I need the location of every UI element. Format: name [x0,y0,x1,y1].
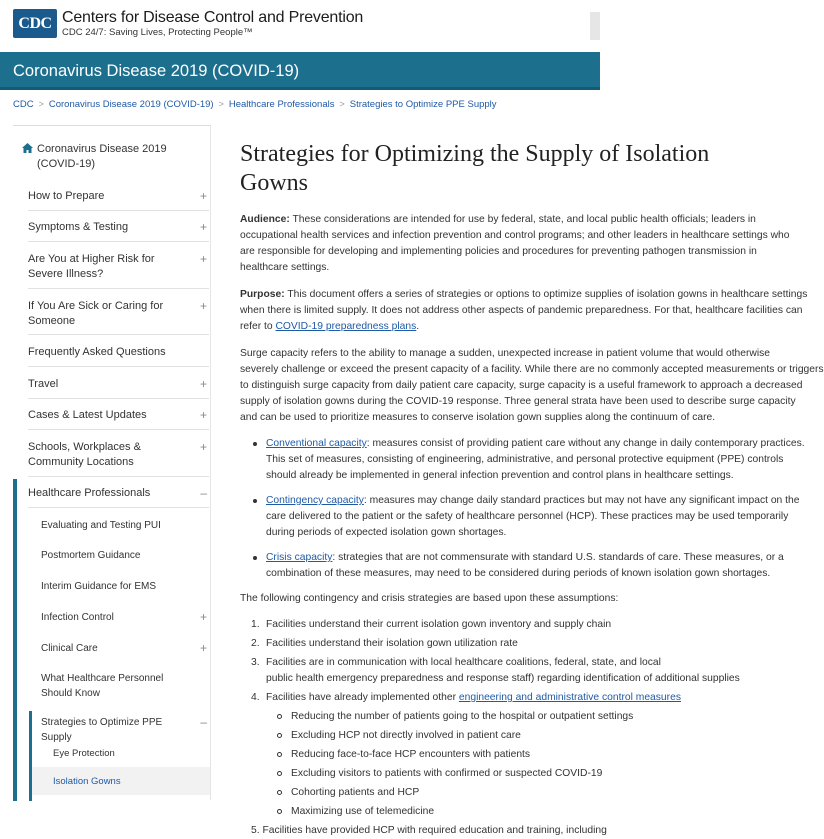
text-line: Reducing the number of patients going to the hospital or outpatient settings [291,711,634,722]
text-line: : measures consist of providing patient care without any change in daily contemporary practices. [366,438,805,449]
home-icon [22,143,33,153]
preparedness-plans-link[interactable]: COVID-19 preparedness plans [275,321,417,332]
bullet-dot [253,442,257,446]
divider-line [28,476,209,477]
audience-label: Audience: [240,214,290,225]
circle-bullet [277,790,282,795]
divider-line [28,507,209,508]
list-item [240,823,607,839]
list-item [240,747,600,763]
title-line: Strategies for Optimizing the Supply of Isolation [240,141,710,167]
assumptions-intro: The following contingency and crisis strategies are based upon these assumptions: [240,593,619,604]
surge-paragraph [240,346,824,426]
org-name[interactable]: Centers for Disease Control and Prevention [62,9,364,26]
expand-icon[interactable]: + [199,408,207,422]
crisis-capacity-link[interactable]: Crisis capacity [266,552,333,563]
purpose-label: Purpose: [240,289,285,300]
expand-icon[interactable]: + [199,252,207,266]
text-line: These considerations are intended for use by federal, state, and local public health officials; leaders in [289,214,756,225]
text-line: care delivered to the patient or the safety of healthcare personnel (HCP). These practices may be used temporarily [266,511,789,522]
expand-icon[interactable]: + [199,220,207,234]
bullet-dot [253,499,257,503]
breadcrumb-item[interactable]: Strategies to Optimize PPE Supply [349,99,497,110]
main-content [240,140,824,836]
divider-line [28,398,209,399]
text-line: Facilities understand their isolation gown utilization rate [266,638,518,649]
sidebar-nav: Coronavirus Disease 2019 (COVID-19) How to Prepare + Symptoms & Testing + Are You at Higher Risk for Severe Illness? + If You Are Sick or Caring for Someone + Frequently Asked Questions Travel + Cases & Latest Updates + Schools, Workplaces & Community Locations + Healthcare Professionals – Evaluating and Testing PUI Postmortem Guidance Interim Guidance for EMS Infection Control + Clinical Care + What Healthcare Personnel Should Know Strategies to Optimize PPE Supply – Eye Protection Isolation Gowns [13,125,211,800]
text-line: Facilities have already implemented other [266,692,459,703]
item-number: 1. [251,619,260,630]
circle-bullet [277,752,282,757]
title-line: Gowns [240,170,309,196]
list-item [240,655,740,687]
text-line: : strategies that are not commensurate with standard U.S. standards of care. These measures, or a [332,552,784,563]
circle-bullet [277,771,282,776]
text-line: during periods of expected isolation gown shortages. [266,527,507,538]
cdc-logo[interactable]: CDC [13,9,57,38]
tagline: CDC 24/7: Saving Lives, Protecting People™ [62,27,253,38]
expand-icon[interactable]: + [199,440,207,454]
list-item [240,617,612,633]
text-line: and can be used to prioritize measures to conserve isolation gown supplies along the continuum of care. [240,412,716,423]
text-line: when there is limited supply. It does not address other aspects of pandemic preparedness. For that, healthcare facilities can [240,305,803,316]
conventional-capacity-link[interactable]: Conventional capacity [266,438,367,449]
chevron-right-icon: > [339,99,345,109]
text-line: . [416,321,420,332]
chevron-right-icon: > [218,99,224,109]
text-line: Surge capacity refers to the ability to manage a sudden, unexpected increase in patient volume that would otherwise [240,348,771,359]
text-line: Excluding visitors to patients with confirmed or suspected COVID-19 [291,768,603,779]
expand-icon[interactable]: + [199,610,207,624]
text-line: healthcare settings. [240,262,330,273]
collapse-icon[interactable]: – [200,715,207,729]
breadcrumb-item[interactable]: Coronavirus Disease 2019 (COVID-19) [48,99,214,110]
list-item [240,436,805,484]
page-title [240,140,710,198]
text-line: refer to [240,321,276,332]
contingency-capacity-link[interactable]: Contingency capacity [266,495,364,506]
list-item [240,493,800,541]
text-line: Facilities understand their current isolation gown inventory and supply chain [266,619,612,630]
circle-bullet [277,809,282,814]
text-line: are responsible for developing and implementing policies and procedures for preventing pathogen transmission in [240,246,757,257]
divider-line [28,241,209,242]
text-line: This document offers a series of strategies or options to optimize supplies of isolation gowns in healthcare settings [284,289,808,300]
expand-icon[interactable]: + [199,641,207,655]
list-item [240,690,681,706]
list-item [240,636,600,652]
text-line: combination of these measures, may need to be considered during periods of known isolation gown shortages. [266,568,771,579]
breadcrumb-item[interactable]: Healthcare Professionals [228,99,335,110]
text-line: Maximizing use of telemedicine [291,806,435,817]
divider-line [28,288,209,289]
text-line: : measures may change daily standard practices but may not have any significant impact on the [363,495,800,506]
text-line: Facilities are in communication with local healthcare coalitions, federal, state, and local [266,657,661,668]
capacity-list [240,436,805,582]
text-line: public health emergency preparedness and response staff) regarding identification of additional supplies [266,673,740,684]
active-section-bar [13,479,17,801]
item-number: 3. [251,657,260,668]
audience-paragraph [240,212,790,276]
text-line: Cohorting patients and HCP [291,787,420,798]
purpose-paragraph [240,287,808,335]
divider-line [28,210,209,211]
text-line: to distinguish surge capacity from daily patient care capacity, surge capacity is a useful framework to approach a decreased [240,380,803,391]
text-line: supply of isolation gowns during the COVID-19 response. Three general strata have been used to describe surge capacity [240,396,796,407]
list-item [240,728,600,744]
item-number: 2. [251,638,260,649]
header-search-edge[interactable] [590,12,600,40]
list-item [240,785,600,801]
expand-icon[interactable]: + [199,189,207,203]
list-item [240,709,634,725]
list-item [240,766,603,782]
banner-title[interactable]: Coronavirus Disease 2019 (COVID-19) [13,62,300,80]
text-line: should already be implemented in general infection prevention and control plans in healthcare settings. [266,470,734,481]
bullet-dot [253,556,257,560]
topic-banner [0,52,600,90]
text-line: severely challenge or exceed the present capacity of a facility. While there are no commonly accepted measurements or triggers [240,364,824,375]
text-line: Reducing face-to-face HCP encounters with patients [291,749,531,760]
chevron-right-icon: > [38,99,44,109]
text-line: occupational health services and infection prevention and control programs; and other leaders in healthcare settings who [240,230,790,241]
divider-line [28,366,209,367]
text-line: Excluding HCP not directly involved in patient care [291,730,521,741]
circle-bullet [277,733,282,738]
text-line: 5. Facilities have provided HCP with required education and training, including [251,825,607,836]
site-header [0,0,600,52]
divider-line [28,334,209,335]
expand-icon[interactable]: + [199,377,207,391]
circle-bullet [277,714,282,719]
text-line: This set of measures, consisting of engineering, administrative, and personal protective equipment (PPE) controls [266,454,784,465]
list-item [240,550,784,582]
assumptions-list [240,617,740,839]
list-item [240,804,600,820]
expand-icon[interactable]: + [199,299,207,313]
engineering-controls-link[interactable]: engineering and administrative control measures [458,692,681,703]
breadcrumb [13,99,497,110]
collapse-icon[interactable]: – [200,486,207,500]
sidebar-home-link[interactable]: Coronavirus Disease 2019 (COVID-19) [22,142,202,172]
item-number: 4. [251,692,260,703]
divider-line [28,429,209,430]
breadcrumb-item[interactable]: CDC [13,99,34,110]
